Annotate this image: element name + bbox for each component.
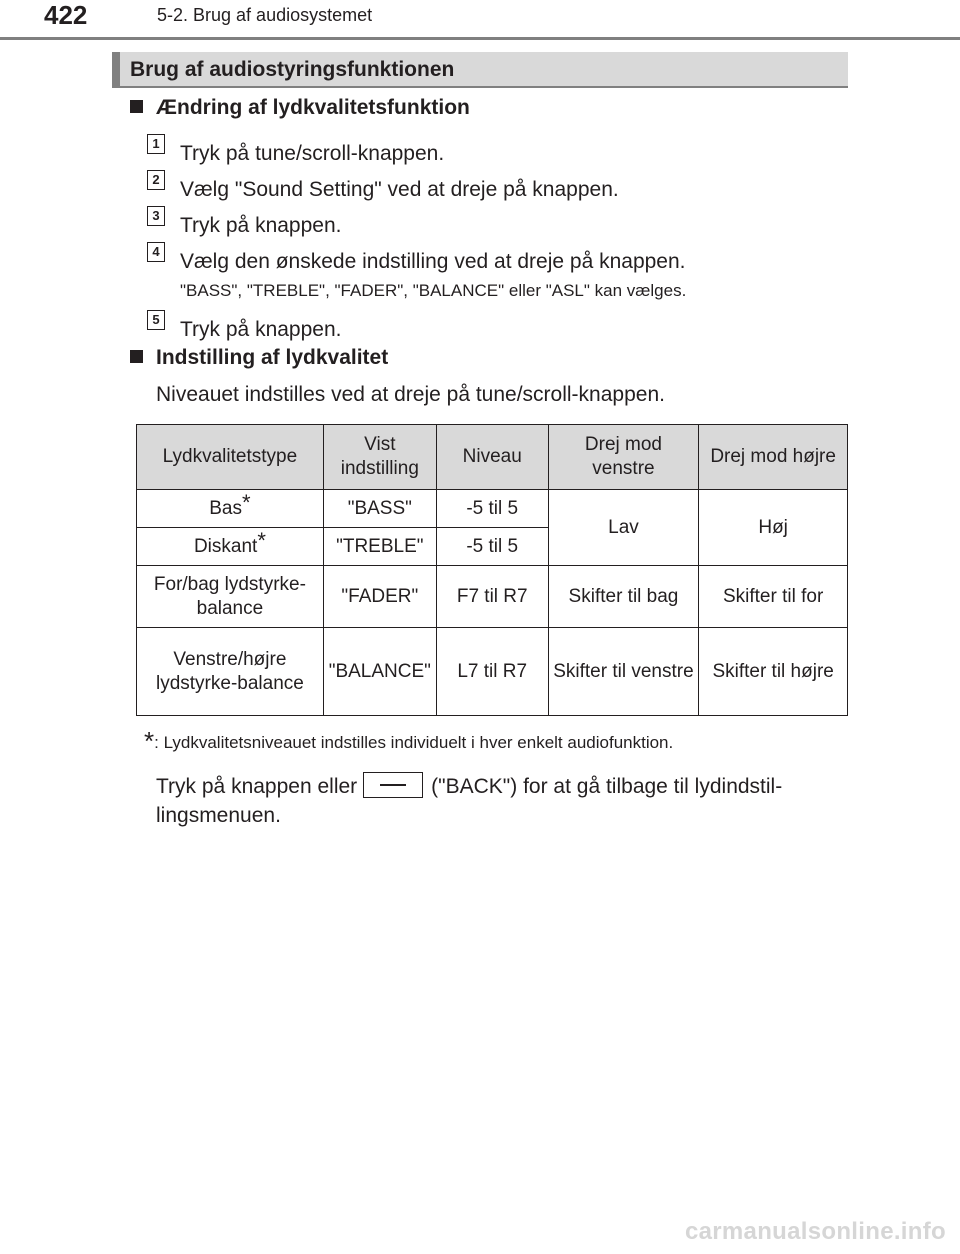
step-number-4: 4 [147,242,165,262]
table-cell: Diskant* [137,528,324,566]
footnote-asterisk: * [144,726,155,756]
table-cell: L7 til R7 [436,628,548,716]
step-number-1: 1 [147,134,165,154]
table-row [137,566,848,628]
section-underline [112,86,848,88]
step-text: Tryk på tune/scroll-knappen. [180,142,445,165]
step-text: Vælg den ønskede indstilling ved at dreje på knappen. [180,250,686,273]
table-cell: "BALANCE" [323,628,436,716]
header-type: Lydkvalitetstype [137,425,324,490]
step-1 [147,134,444,166]
step-3 [147,206,341,238]
table-row [137,628,848,716]
step-text: Tryk på knappen. [180,214,342,237]
step-number-2: 2 [147,170,165,190]
step-text: Vælg "Sound Setting" ved at dreje på knappen. [180,178,619,201]
watermark: carmanualsonline.info [684,1218,946,1245]
sound-settings-table [136,424,848,716]
table-cell: -5 til 5 [436,528,548,566]
table-cell: Skifter til højre [699,628,848,716]
section-title-bar [112,52,848,88]
step-2 [147,170,619,202]
back-text-after: ("BACK") for at gå tilbage til lydindstil- [431,775,783,798]
asterisk-marker: * [242,489,251,515]
section-accent [112,52,120,88]
section-title: Brug af audiostyringsfunktionen [130,58,455,81]
table-cell: Lav [548,490,699,566]
step-5 [147,310,341,342]
square-bullet-icon [130,100,143,113]
table-cell: Høj [699,490,848,566]
asterisk-marker: * [257,527,266,553]
table-cell: "FADER" [323,566,436,628]
level-adjust-text: Niveauet indstilles ved at dreje på tune/scroll-knappen. [156,383,665,406]
header-level: Niveau [436,425,548,490]
table-header-row [137,425,848,490]
footnote [144,726,673,757]
table-cell: "TREBLE" [323,528,436,566]
page-number: 422 [44,0,88,30]
header-turn-left: Drej mod venstre [548,425,699,490]
table-cell: -5 til 5 [436,490,548,528]
table-cell: Venstre/højre lydstyrke-balance [137,628,324,716]
step-text: Tryk på knappen. [180,318,342,341]
table-cell: Skifter til venstre [548,628,699,716]
table-cell: "BASS" [323,490,436,528]
chapter-title: 5-2. Brug af audiosystemet [157,5,373,25]
page-header [0,0,960,40]
back-text-before: Tryk på knappen eller [156,775,358,798]
footnote-text: : Lydkvalitetsniveauet indstilles individuelt i hver enkelt audiofunktion. [154,733,674,752]
step-number-3: 3 [147,206,165,226]
table-row [137,490,848,528]
table-cell: Skifter til for [699,566,848,628]
back-instruction [156,772,782,799]
square-bullet-icon [130,350,143,363]
header-display: Vist indstilling [323,425,436,490]
subheading-text: Ændring af lydkvalitetsfunktion [156,96,470,119]
header-turn-right: Drej mod højre [699,425,848,490]
back-instruction-continued: lingsmenuen. [156,804,281,827]
table-cell: F7 til R7 [436,566,548,628]
header-rule [0,37,960,40]
subheading-sound-quality-setting [130,346,388,370]
back-button-icon [363,772,423,798]
dash-icon [380,784,406,786]
step-number-5: 5 [147,310,165,330]
selectable-options-note: "BASS", "TREBLE", "FADER", "BALANCE" eller "ASL" kan vælges. [180,281,687,300]
table-cell: For/bag lydstyrke-balance [137,566,324,628]
table-cell: Skifter til bag [548,566,699,628]
table-cell: Bas* [137,490,324,528]
step-4 [147,242,686,274]
subheading-sound-quality-function [130,96,470,120]
subheading-text: Indstilling af lydkvalitet [156,346,389,369]
